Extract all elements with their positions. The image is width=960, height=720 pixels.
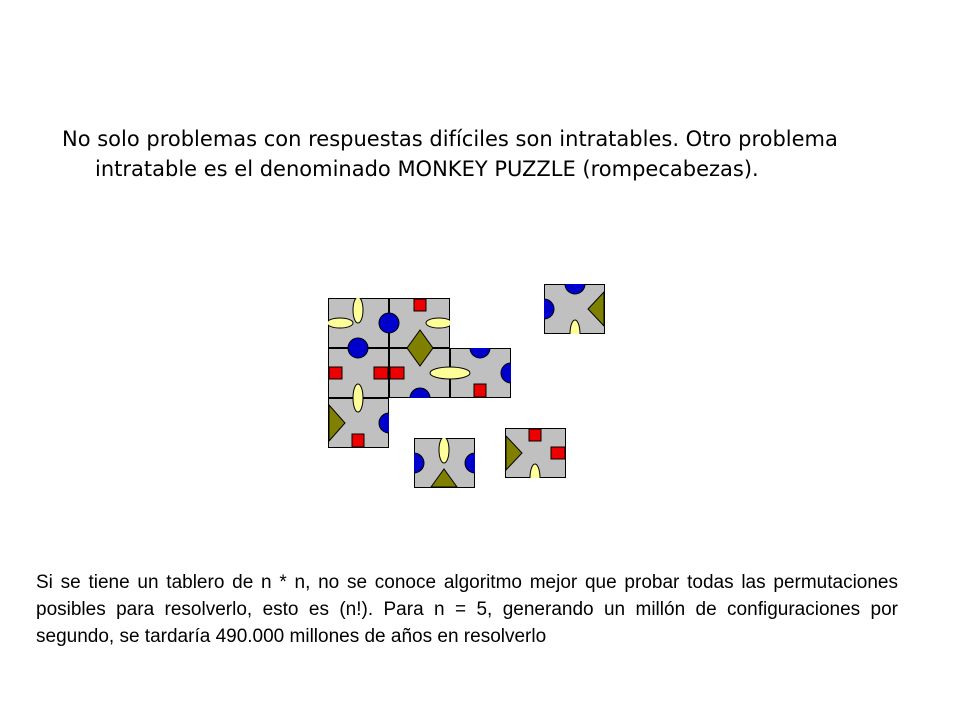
puzzle-tile [404,437,485,488]
complexity-paragraph: Si se tiene un tablero de n * n, no se conoce algoritmo mejor que probar todas las permutaciones posibles para resolverlo, esto es (n!). Para n = 5, generando un millón de configuraciones por segundo, se tardaría 490.000 millones de años en resolverlo [36,572,898,647]
puzzle-tile [505,428,566,492]
puzzle-tile [534,274,605,348]
intro-paragraph: No solo problemas con respuestas difíciles son intratables. Otro problema intratable es el denominado MONKEY PUZZLE (rompecabezas). [62,127,838,181]
